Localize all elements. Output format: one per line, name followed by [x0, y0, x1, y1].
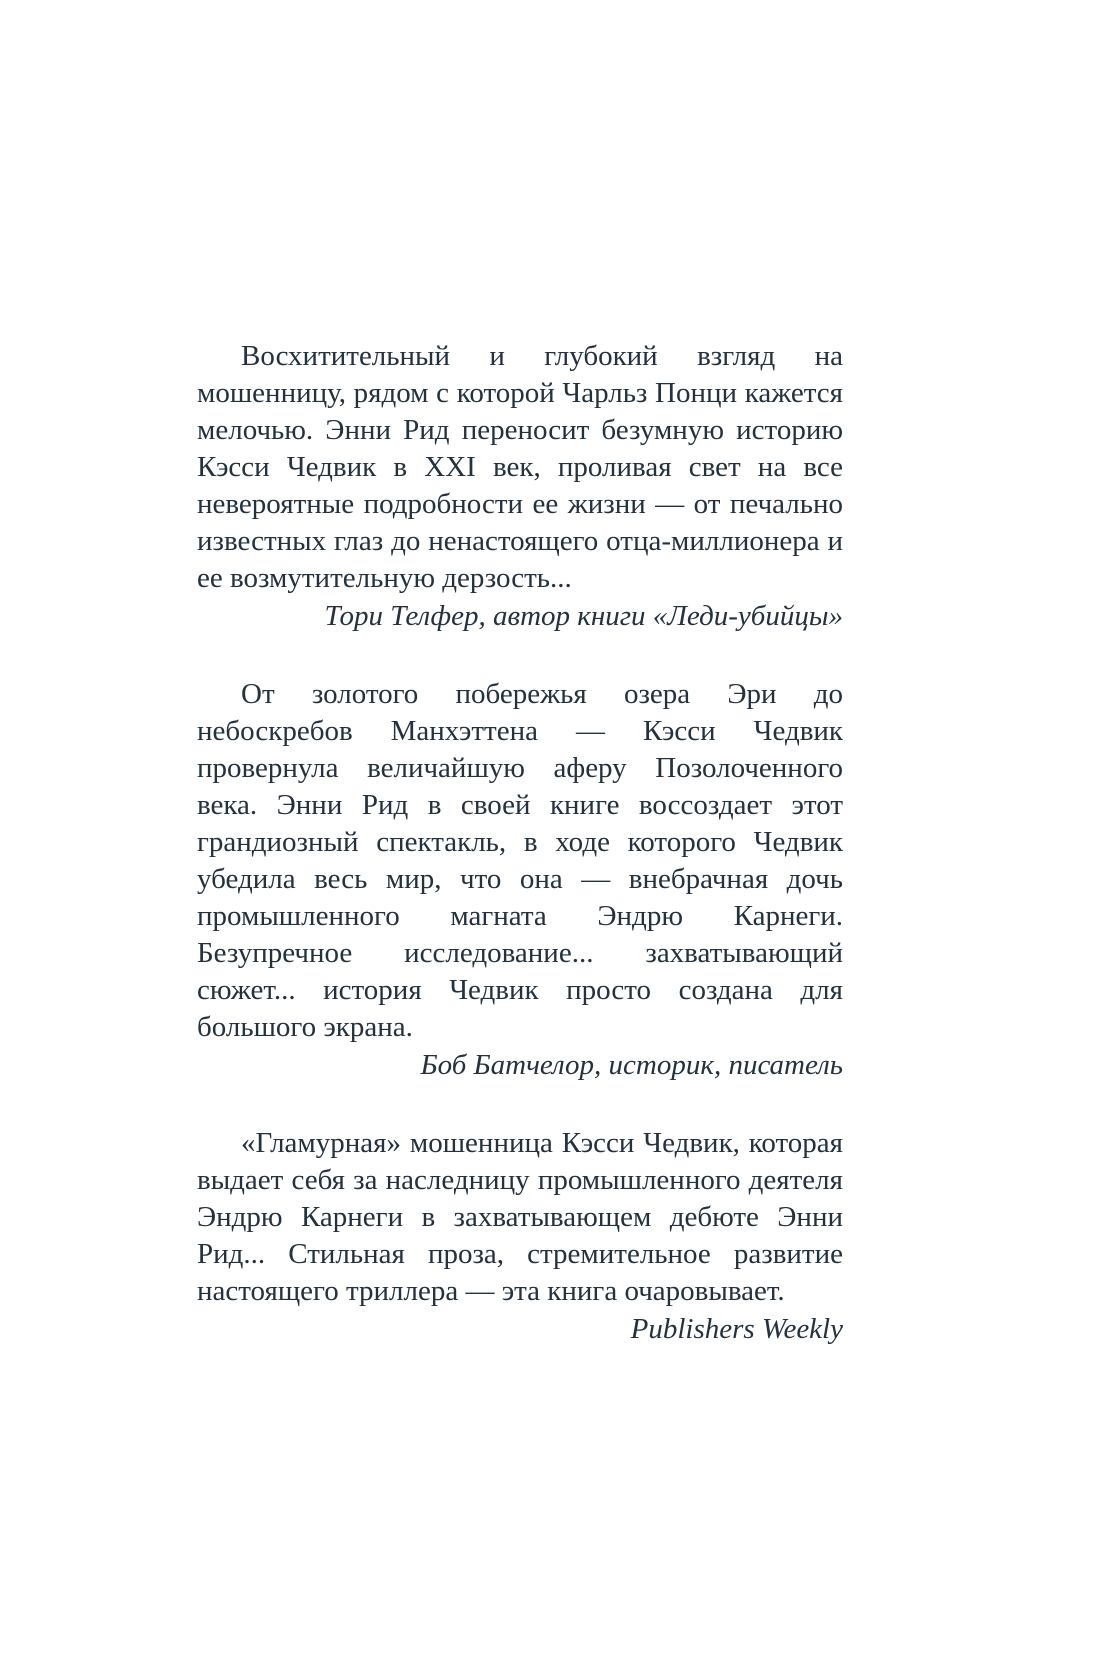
quote-text-3: «Гламурная» мошенница Кэсси Чедвик, которая выдает себя за наследницу промышленного деятеля Эндрю Карнеги в захватывающем дебюте Энни Рид... Стильная проза, стремительное развитие настоящего триллера — эта книга очаровывает. [197, 1127, 843, 1307]
review-quote-1 [197, 338, 843, 635]
quote-attribution-1: Тори Телфер, автор книги «Леди-убийцы» [324, 600, 843, 632]
reviews-text-block [197, 338, 843, 1348]
quote-attribution-3: Publishers Weekly [630, 1313, 843, 1345]
review-quote-2 [197, 676, 843, 1084]
quote-text-2: От золотого побережья озера Эри до небоскребов Манхэттена — Кэсси Чедвик провернула величайшую аферу Позолоченного века. Энни Рид в своей книге воссоздает этот грандиозный спектакль, в ходе которого Чедвик убедила весь мир, что она — внебрачная дочь промышленного магната Эндрю Карнеги. Безупречное исследование... захватывающий сюжет... история Чедвик просто создана для большого экрана. [197, 678, 843, 1043]
review-quote-3 [197, 1125, 843, 1348]
quote-text-1: Восхитительный и глубокий взгляд на мошенницу, рядом с которой Чарльз Понци кажется мелочью. Энни Рид переносит безумную историю Кэсси Чедвик в XXI век, проливая свет на все невероятные подробности ее жизни — от печально известных глаз до ненастоящего отца-миллионера и ее возмутительную дерзость... [197, 340, 843, 594]
quote-attribution-2: Боб Батчелор, историк, писатель [420, 1049, 843, 1081]
